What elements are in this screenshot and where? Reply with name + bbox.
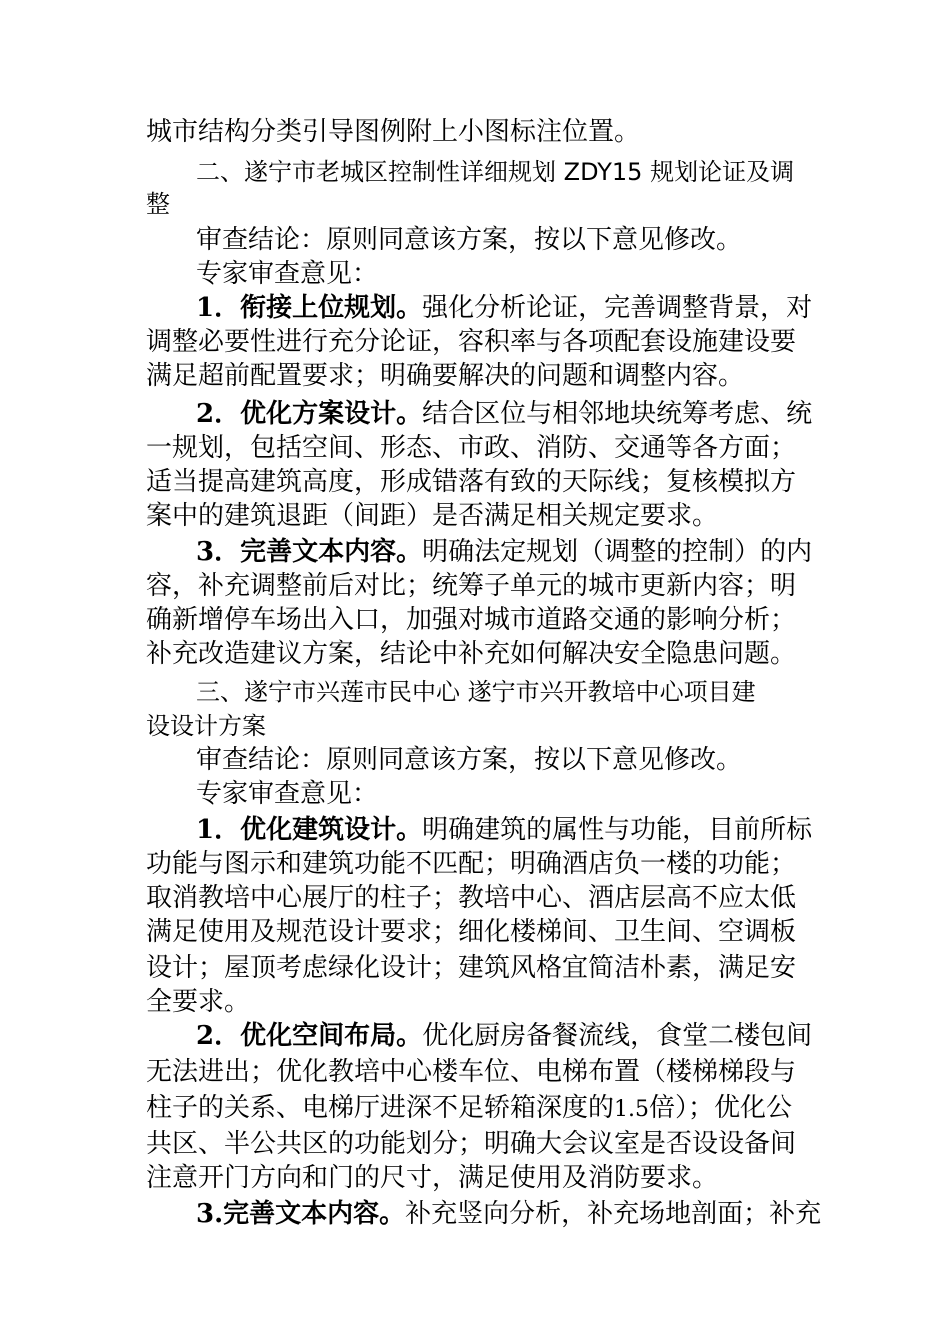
line-text: 城市结构分类引导图例附上小图标注位置。	[146, 117, 641, 147]
ratio-value: 1.5	[614, 1097, 650, 1122]
line-text: 调整必要性进行充分论证，容积率与各项配套设施建设要	[146, 327, 797, 357]
item-number: 2．	[196, 1021, 241, 1051]
section-heading	[196, 675, 756, 709]
line-text: 优化厨房备餐流线，食堂二楼包间	[422, 1021, 813, 1051]
line-text: 满足超前配置要求；明确要解决的问题和调整内容。	[146, 361, 745, 391]
paragraph-line	[146, 359, 744, 393]
item-heading: 衔接上位规划。	[240, 293, 423, 323]
line-text: 无法进出；优化教培中心楼车位、电梯布置（楼梯梯段与	[146, 1057, 797, 1087]
line-text: 适当提高建筑高度，形成错落有致的天际线；复核模拟方	[146, 467, 797, 497]
line-text: 取消教培中心展厅的柱子；教培中心、酒店层高不应太低	[146, 883, 797, 913]
opinion-item	[196, 535, 812, 569]
line-text: 设计；屋顶考虑绿化设计；建筑风格宜简洁朴素，满足安	[146, 953, 797, 983]
review-conclusion	[196, 223, 742, 257]
item-heading: 完善文本内容。	[240, 537, 423, 567]
expert-opinion-heading	[196, 257, 378, 291]
line-text: 明确法定规划（调整的控制）的内	[422, 537, 813, 567]
paragraph-line	[146, 847, 796, 881]
paragraph-line	[146, 1091, 792, 1127]
paragraph-line	[146, 465, 796, 499]
item-heading: 优化方案设计。	[240, 399, 423, 429]
paragraph-line	[146, 325, 796, 359]
opinion-item	[196, 397, 812, 431]
line-text: 审查结论：原则同意该方案，按以下意见修改。	[196, 745, 743, 775]
line-text: 设设计方案	[146, 712, 266, 740]
line-text: 强化分析论证，完善调整背景，对	[422, 293, 813, 323]
expert-opinion-heading	[196, 777, 378, 811]
line-text: 柱子的关系、电梯厅进深不足轿箱深度的	[146, 1093, 615, 1123]
opinion-item	[196, 1019, 812, 1053]
paragraph-line	[146, 1161, 718, 1195]
line-text: 一规划，包括空间、形态、市政、消防、交通等各方面；	[146, 433, 797, 463]
paragraph-line	[146, 1055, 796, 1089]
item-number: 1．	[196, 815, 241, 845]
paragraph-line	[146, 1127, 796, 1161]
line-text: 满足使用及规范设计要求；细化楼梯间、卫生间、空调板	[146, 917, 797, 947]
line-text: 确新增停车场出入口，加强对城市道路交通的影响分析；	[146, 605, 797, 635]
line-text: 二、遂宁市老城区控制性详细规划 ZDY15 规划论证及调	[196, 158, 795, 186]
opinion-item	[196, 291, 812, 325]
line-text: 明确建筑的属性与功能，目前所标	[422, 815, 813, 845]
line-text: 结合区位与相邻地块统筹考虑、统	[422, 399, 813, 429]
line-text: 专家审查意见：	[196, 259, 379, 289]
line-text: 倍）；优化公	[649, 1093, 793, 1123]
item-heading: 优化空间布局。	[240, 1021, 423, 1051]
opinion-item	[196, 1197, 821, 1231]
review-conclusion	[196, 743, 742, 777]
line-text: 补充竖向分析，补充场地剖面；补充	[405, 1199, 822, 1229]
line-text: 注意开门方向和门的尺寸，满足使用及消防要求。	[146, 1163, 719, 1193]
line-text: 共区、半公共区的功能划分；明确大会议室是否设设备间	[146, 1129, 797, 1159]
section-heading	[146, 187, 170, 221]
paragraph-line	[146, 951, 796, 985]
line-text: 整	[146, 190, 170, 218]
paragraph-line	[146, 115, 640, 149]
opinion-item	[196, 813, 812, 847]
item-heading: 优化建筑设计。	[240, 815, 423, 845]
line-text: 案中的建筑退距（间距）是否满足相关规定要求。	[146, 501, 719, 531]
item-number: 3.	[196, 1199, 224, 1229]
paragraph-line	[146, 881, 796, 915]
paragraph-line	[146, 569, 796, 603]
item-number: 3．	[196, 537, 241, 567]
paragraph-line	[146, 637, 796, 671]
line-text: 审查结论：原则同意该方案，按以下意见修改。	[196, 225, 743, 255]
line-text: 三、遂宁市兴莲市民中心 遂宁市兴开教培中心项目建	[196, 678, 756, 706]
item-number: 2．	[196, 399, 241, 429]
section-heading	[196, 155, 794, 189]
line-text: 全要求。	[146, 987, 251, 1017]
line-text: 容，补充调整前后对比；统筹子单元的城市更新内容；明	[146, 571, 797, 601]
paragraph-line	[146, 915, 796, 949]
paragraph-line	[146, 603, 796, 637]
item-number: 1．	[196, 293, 241, 323]
paragraph-line	[146, 499, 718, 533]
item-heading: 完善文本内容。	[223, 1199, 406, 1229]
section-heading	[146, 709, 266, 743]
line-text: 专家审查意见：	[196, 779, 379, 809]
line-text: 补充改造建议方案，结论中补充如何解决安全隐患问题。	[146, 639, 797, 669]
line-text: 功能与图示和建筑功能不匹配；明确酒店负一楼的功能；	[146, 849, 797, 879]
paragraph-line	[146, 431, 796, 465]
paragraph-line	[146, 985, 250, 1019]
